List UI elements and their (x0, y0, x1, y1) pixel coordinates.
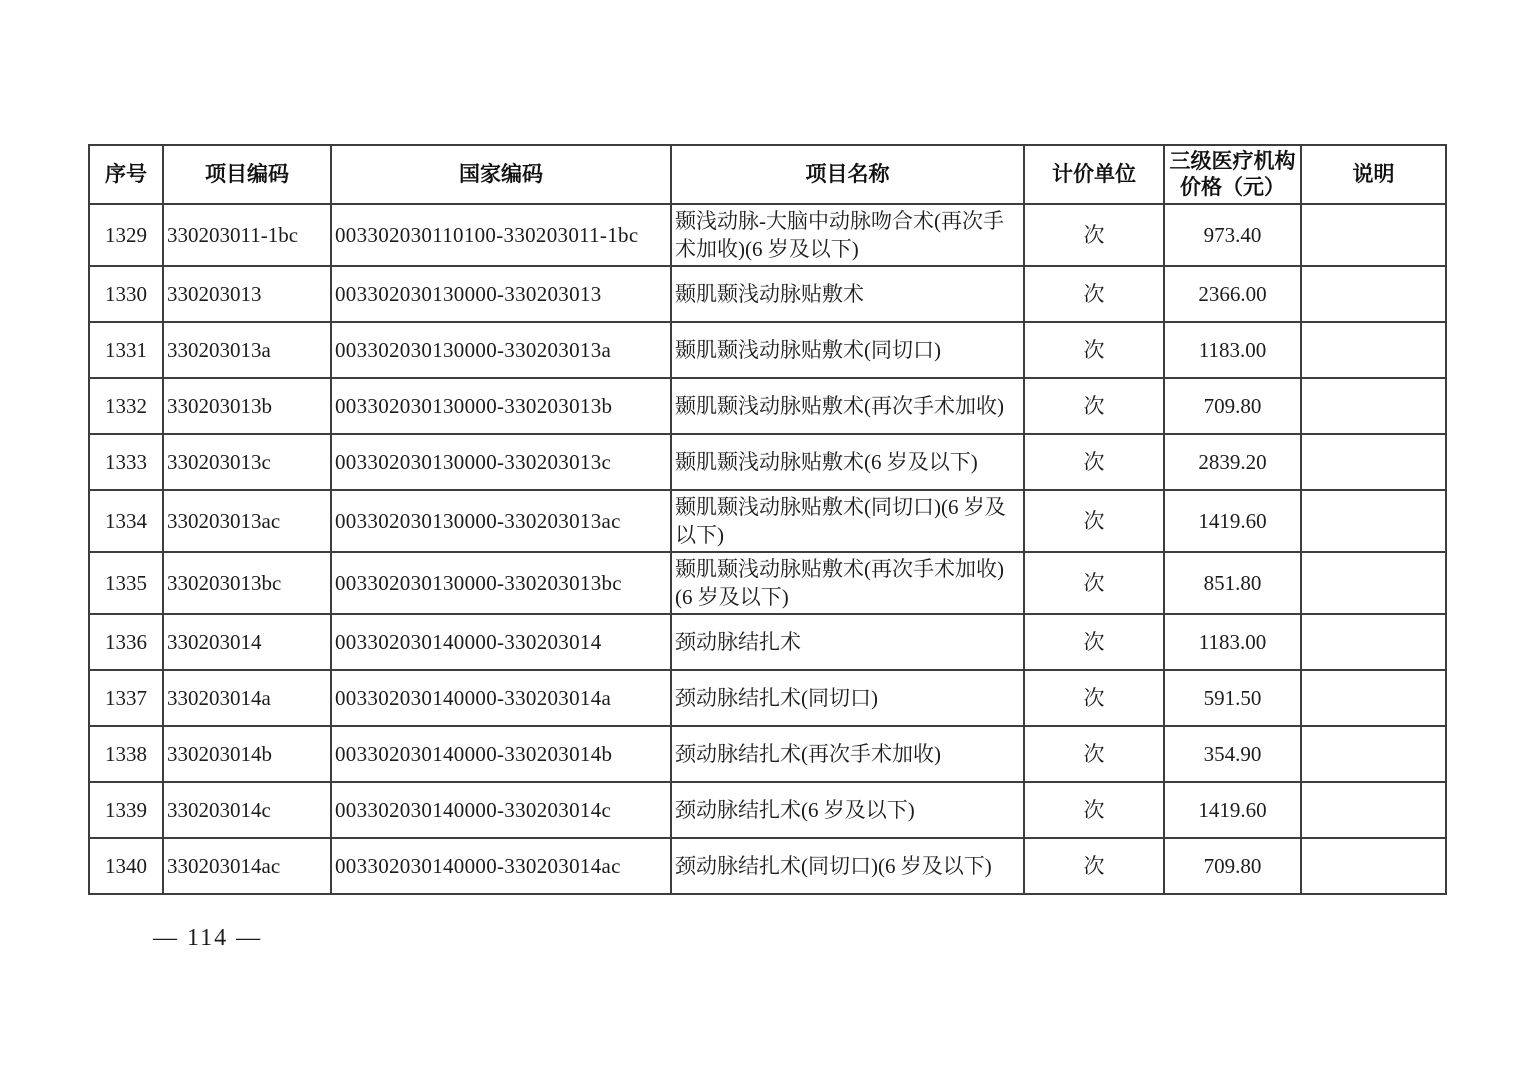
cell-national-code: 003302030110100-330203011-1bc (331, 204, 671, 266)
cell-item-code: 330203014a (163, 670, 331, 726)
cell-note (1301, 322, 1446, 378)
cell-national-code: 003302030130000-330203013a (331, 322, 671, 378)
cell-unit: 次 (1024, 782, 1164, 838)
cell-item-name: 颞肌颞浅动脉贴敷术(再次手术加收) (671, 378, 1024, 434)
col-header-national-code: 国家编码 (331, 145, 671, 204)
cell-note (1301, 726, 1446, 782)
table-row (89, 782, 1446, 838)
cell-item-name: 颈动脉结扎术(同切口)(6 岁及以下) (671, 838, 1024, 894)
cell-seq: 1329 (89, 204, 163, 266)
table-row (89, 838, 1446, 894)
cell-item-code: 330203013a (163, 322, 331, 378)
cell-unit: 次 (1024, 266, 1164, 322)
cell-unit: 次 (1024, 378, 1164, 434)
cell-seq: 1338 (89, 726, 163, 782)
cell-price: 1183.00 (1164, 322, 1301, 378)
cell-item-code: 330203011-1bc (163, 204, 331, 266)
cell-item-name: 颈动脉结扎术(6 岁及以下) (671, 782, 1024, 838)
cell-seq: 1334 (89, 490, 163, 552)
cell-price: 709.80 (1164, 378, 1301, 434)
cell-unit: 次 (1024, 670, 1164, 726)
cell-note (1301, 434, 1446, 490)
cell-note (1301, 782, 1446, 838)
col-header-unit: 计价单位 (1024, 145, 1164, 204)
cell-note (1301, 266, 1446, 322)
table-row (89, 266, 1446, 322)
cell-item-name: 颈动脉结扎术(再次手术加收) (671, 726, 1024, 782)
cell-unit: 次 (1024, 434, 1164, 490)
cell-item-code: 330203013c (163, 434, 331, 490)
cell-national-code: 003302030130000-330203013bc (331, 552, 671, 614)
cell-unit: 次 (1024, 838, 1164, 894)
cell-national-code: 003302030130000-330203013 (331, 266, 671, 322)
cell-national-code: 003302030130000-330203013ac (331, 490, 671, 552)
cell-price: 709.80 (1164, 838, 1301, 894)
cell-price: 2366.00 (1164, 266, 1301, 322)
cell-national-code: 003302030140000-330203014 (331, 614, 671, 670)
cell-item-name: 颈动脉结扎术 (671, 614, 1024, 670)
cell-note (1301, 838, 1446, 894)
cell-item-code: 330203013ac (163, 490, 331, 552)
price-table (88, 144, 1447, 895)
cell-price: 1419.60 (1164, 782, 1301, 838)
cell-unit: 次 (1024, 726, 1164, 782)
cell-item-code: 330203014b (163, 726, 331, 782)
cell-item-code: 330203014 (163, 614, 331, 670)
col-header-seq: 序号 (89, 145, 163, 204)
cell-unit: 次 (1024, 204, 1164, 266)
cell-note (1301, 552, 1446, 614)
table-row (89, 726, 1446, 782)
table-row (89, 614, 1446, 670)
cell-seq: 1336 (89, 614, 163, 670)
cell-note (1301, 204, 1446, 266)
table-row (89, 552, 1446, 614)
cell-national-code: 003302030140000-330203014c (331, 782, 671, 838)
cell-item-name: 颞肌颞浅动脉贴敷术(同切口)(6 岁及以下) (671, 490, 1024, 552)
cell-seq: 1335 (89, 552, 163, 614)
cell-unit: 次 (1024, 614, 1164, 670)
cell-note (1301, 670, 1446, 726)
cell-seq: 1340 (89, 838, 163, 894)
cell-item-code: 330203014ac (163, 838, 331, 894)
cell-item-name: 颞肌颞浅动脉贴敷术 (671, 266, 1024, 322)
cell-seq: 1337 (89, 670, 163, 726)
cell-national-code: 003302030140000-330203014b (331, 726, 671, 782)
cell-note (1301, 378, 1446, 434)
table-row (89, 322, 1446, 378)
table-row (89, 670, 1446, 726)
cell-price: 1419.60 (1164, 490, 1301, 552)
page-number: — 114 — (153, 925, 263, 951)
cell-price: 973.40 (1164, 204, 1301, 266)
cell-national-code: 003302030130000-330203013c (331, 434, 671, 490)
cell-unit: 次 (1024, 322, 1164, 378)
cell-item-code: 330203014c (163, 782, 331, 838)
cell-seq: 1330 (89, 266, 163, 322)
cell-seq: 1333 (89, 434, 163, 490)
cell-item-name: 颞肌颞浅动脉贴敷术(同切口) (671, 322, 1024, 378)
cell-item-name: 颞肌颞浅动脉贴敷术(6 岁及以下) (671, 434, 1024, 490)
col-header-price: 三级医疗机构价格（元） (1164, 145, 1301, 204)
cell-price: 1183.00 (1164, 614, 1301, 670)
cell-price: 591.50 (1164, 670, 1301, 726)
cell-national-code: 003302030140000-330203014a (331, 670, 671, 726)
cell-item-name: 颞肌颞浅动脉贴敷术(再次手术加收)(6 岁及以下) (671, 552, 1024, 614)
cell-note (1301, 614, 1446, 670)
table-row (89, 434, 1446, 490)
cell-item-code: 330203013b (163, 378, 331, 434)
col-header-note: 说明 (1301, 145, 1446, 204)
cell-seq: 1339 (89, 782, 163, 838)
cell-item-code: 330203013bc (163, 552, 331, 614)
cell-unit: 次 (1024, 490, 1164, 552)
cell-price: 2839.20 (1164, 434, 1301, 490)
cell-note (1301, 490, 1446, 552)
table-header-row (89, 145, 1446, 204)
cell-seq: 1332 (89, 378, 163, 434)
col-header-item-name: 项目名称 (671, 145, 1024, 204)
table-row (89, 204, 1446, 266)
cell-national-code: 003302030140000-330203014ac (331, 838, 671, 894)
cell-seq: 1331 (89, 322, 163, 378)
cell-item-name: 颞浅动脉-大脑中动脉吻合术(再次手术加收)(6 岁及以下) (671, 204, 1024, 266)
cell-item-code: 330203013 (163, 266, 331, 322)
cell-price: 851.80 (1164, 552, 1301, 614)
col-header-item-code: 项目编码 (163, 145, 331, 204)
cell-unit: 次 (1024, 552, 1164, 614)
cell-item-name: 颈动脉结扎术(同切口) (671, 670, 1024, 726)
cell-national-code: 003302030130000-330203013b (331, 378, 671, 434)
cell-price: 354.90 (1164, 726, 1301, 782)
table-row (89, 378, 1446, 434)
table-row (89, 490, 1446, 552)
